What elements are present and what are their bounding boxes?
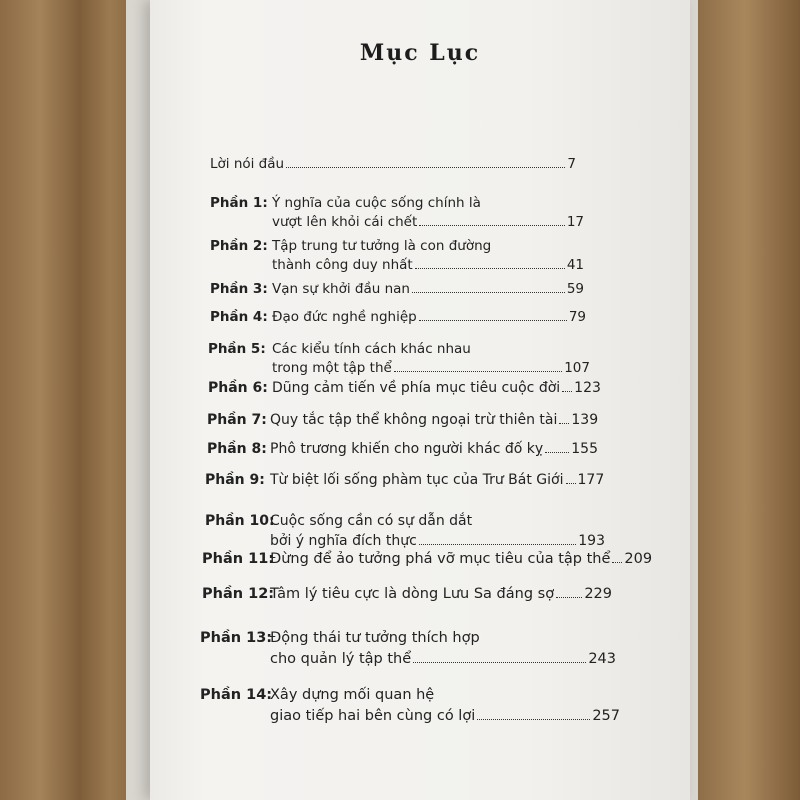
toc-entry-label: Phần 11:	[202, 551, 275, 567]
toc-entry-title: Quy tắc tập thể không ngoại trừ thiên tài	[270, 412, 558, 428]
toc-entry-title-line1: Tập trung tư tưởng là con đường	[272, 238, 492, 254]
toc-entry-page-number: 107	[564, 360, 590, 377]
toc-entry-label: Phần 8:	[207, 441, 267, 457]
toc-entry-line	[270, 551, 653, 567]
toc-entry-label: Phần 10:	[205, 513, 275, 529]
toc-entry-label: Phần 14:	[200, 687, 273, 703]
preface-line	[210, 156, 576, 172]
toc-entry-page-number: 155	[571, 441, 598, 457]
dot-leader	[477, 719, 590, 720]
dot-leader	[419, 320, 567, 321]
toc-entry-line2	[270, 651, 616, 667]
wooden-table-right	[690, 0, 800, 800]
toc-entry-title-line2: giao tiếp hai bên cùng có lợi	[270, 707, 476, 724]
dot-leader	[562, 391, 572, 392]
toc-entry-line2	[272, 214, 584, 230]
toc-entry-page-number: 243	[588, 650, 616, 667]
toc-entry-title-line2: thành công duy nhất	[272, 257, 413, 274]
toc-entry-line	[270, 441, 598, 457]
toc-entry-title-line1: Động thái tư tưởng thích hợp	[270, 630, 480, 646]
toc-entry-label: Phần 3:	[210, 281, 268, 297]
toc-entry-page-number: 139	[571, 412, 599, 428]
toc-entry-page-number: 17	[566, 214, 584, 231]
dot-leader	[412, 292, 565, 293]
dot-leader	[419, 225, 565, 226]
toc-entry-page-number: 41	[566, 257, 584, 274]
toc-entry-label: Phần 5:	[208, 341, 266, 357]
dot-leader	[394, 371, 562, 372]
toc-entry-label: Phần 12:	[202, 586, 275, 602]
toc-entry-title: Từ biệt lối sống phàm tục của Trư Bát Giới	[270, 472, 564, 488]
toc-entry-page-number: 59	[566, 281, 584, 297]
toc-entry-line	[272, 309, 586, 325]
toc-entry-title: Đạo đức nghề nghiệp	[272, 309, 417, 325]
toc-entry-line2	[272, 360, 590, 376]
toc-entry-page-number: 209	[624, 551, 653, 567]
preface-text: Lời nói đầu	[210, 156, 285, 172]
toc-entry-label: Phần 4:	[210, 309, 268, 325]
toc-entry-label: Phần 7:	[207, 412, 267, 428]
toc-entry-page-number: 79	[568, 309, 586, 325]
toc-entry-label: Phần 9:	[205, 472, 265, 488]
toc-entry-title-line2: cho quản lý tập thể	[270, 650, 412, 667]
dot-leader	[556, 597, 582, 598]
dot-leader	[415, 268, 565, 269]
dot-leader	[566, 483, 576, 484]
toc-entry-page-number: 123	[574, 380, 601, 396]
toc-entry-title-line2: bởi ý nghĩa đích thực	[270, 532, 417, 549]
preface-page-number: 7	[567, 156, 576, 172]
toc-entry-title: Tâm lý tiêu cực là dòng Lưu Sa đáng sợ	[270, 586, 555, 602]
toc-entry-line2	[270, 533, 605, 549]
page-title: Mục Lục	[359, 40, 481, 66]
toc-entry-title: Dũng cảm tiến về phía mục tiêu cuộc đời	[272, 380, 561, 396]
dot-leader	[419, 544, 576, 545]
toc-entry-title-line1: Cuộc sống cần có sự dẫn dắt	[270, 513, 473, 529]
toc-entry-line	[270, 412, 599, 428]
toc-entry-title: Phô trương khiến cho người khác đố kỵ	[270, 441, 544, 457]
toc-entry-title-line2: vượt lên khỏi cái chết	[272, 214, 418, 231]
toc-entry-title: Vạn sự khởi đầu nan	[272, 281, 410, 297]
toc-entry-label: Phần 1:	[210, 195, 268, 211]
dot-leader	[545, 452, 569, 453]
toc-entry-line	[272, 380, 601, 396]
toc-entry-title-line2: trong một tập thể	[272, 360, 392, 377]
book-page	[150, 0, 690, 800]
dot-leader	[413, 662, 586, 663]
toc-entry-line	[270, 472, 605, 488]
toc-entry-label: Phần 13:	[200, 630, 273, 646]
toc-entry-label: Phần 2:	[210, 238, 268, 254]
toc-entry-label: Phần 6:	[208, 380, 268, 396]
toc-entry-title-line1: Ý nghĩa của cuộc sống chính là	[272, 195, 481, 211]
toc-entry-title: Đừng để ảo tưởng phá vỡ mục tiêu của tập thể	[270, 551, 611, 567]
toc-entry-page-number: 177	[577, 472, 605, 488]
toc-entry-line2	[270, 708, 620, 724]
toc-entry-line2	[272, 257, 584, 273]
toc-entry-line	[272, 281, 584, 297]
dot-leader	[286, 167, 565, 168]
dot-leader	[612, 562, 622, 563]
toc-entry-title-line1: Các kiểu tính cách khác nhau	[272, 341, 471, 357]
toc-entry-page-number: 229	[584, 586, 612, 602]
toc-entry-line	[270, 586, 612, 602]
toc-entry-page-number: 193	[578, 532, 605, 549]
toc-entry-page-number: 257	[592, 707, 620, 724]
dot-leader	[559, 423, 569, 424]
toc-entry-title-line1: Xây dựng mối quan hệ	[270, 687, 435, 703]
